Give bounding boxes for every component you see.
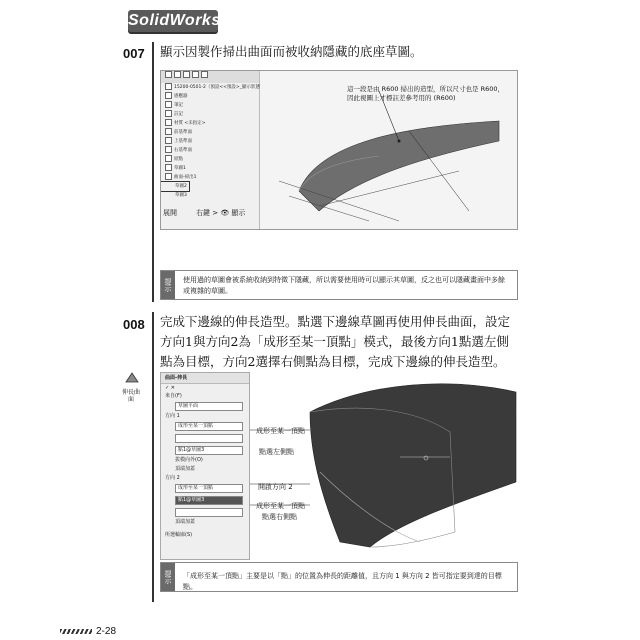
pm-title: 曲面-伸長: [161, 373, 249, 384]
label-show: 右鍵 > 👁 顯示: [196, 209, 246, 217]
tip-text: 「成形至某一頂點」主要是以「點」的位置為伸長的距離值，且方向 1 與方向 2 皆可指定要到達的目標點。: [183, 572, 502, 591]
solidworks-logo: SolidWorks: [128, 10, 218, 32]
footer-hatch: [60, 629, 92, 634]
property-manager: [160, 372, 250, 560]
tree-item[interactable]: 曲面-掃出1: [161, 173, 259, 182]
annotation-5: 點選右側點: [262, 513, 297, 521]
tree-item[interactable]: 右基準面: [161, 146, 259, 155]
tree-item[interactable]: 15200-0501-2（預設<<預設>_顯示狀態: [161, 83, 259, 92]
pm-dir2-target[interactable]: 點1@草圖3: [175, 496, 243, 505]
tip-box-1: [160, 270, 518, 300]
pm-from-select[interactable]: 草圖平面: [175, 402, 243, 411]
pm-dir2-label[interactable]: 方向 2: [165, 475, 180, 481]
step-divider: [152, 312, 154, 602]
pm-ok-cancel[interactable]: ✓ ✕: [165, 385, 175, 391]
pm-dir1-select[interactable]: 成形至某一頂點: [175, 422, 243, 431]
tree-item[interactable]: 草圖3: [175, 193, 187, 198]
pm-from-label: 來自(F): [165, 393, 182, 399]
feature-tree: [161, 71, 260, 229]
pm-cap-option[interactable]: 頂端加蓋: [175, 466, 196, 472]
label-expand: 展開: [163, 209, 177, 217]
tree-toolbar: [161, 71, 259, 83]
extrude-surface-label: 伸長曲面: [121, 389, 140, 403]
step1-screenshot: [160, 70, 518, 230]
pm-selected-contours[interactable]: 所選輪廓(S): [165, 532, 193, 538]
pm-dir2-draft[interactable]: [175, 508, 243, 517]
pm-dir1-vector[interactable]: [175, 434, 243, 443]
tip-text: 使用過的草圖會被系統收納到特徵下隱藏，所以需要使用時可以顯示其草圖，反之也可以隱藏畫面中多餘或複雜的草圖。: [183, 276, 505, 295]
tree-item[interactable]: 材質 <未指定>: [161, 119, 259, 128]
extrude-surface-icon: [120, 370, 142, 403]
tree-item[interactable]: 草圖1: [161, 164, 259, 173]
step-number-007: 007: [123, 46, 145, 61]
step2-text: 完成下邊線的伸長造型。點選下邊線草圖再使用伸長曲面，設定方向1與方向2為「成形至某一頂點」模式，最後方向1點選左側點為目標，方向2選擇右側點為目標，完成下邊線的伸長造型。: [160, 314, 511, 369]
annotation-2: 點選左側點: [259, 448, 294, 456]
pm-cap2-option[interactable]: 頂端加蓋: [175, 519, 196, 525]
tree-item[interactable]: 草圖2: [161, 182, 189, 191]
pm-dir1-label: 方向 1: [165, 413, 180, 419]
tree-item[interactable]: 感應器: [161, 92, 259, 101]
page-number: 2-28: [96, 626, 117, 637]
tip-box-2: [160, 562, 518, 592]
page-footer: [60, 626, 116, 637]
extrude-surface-view: [250, 372, 518, 562]
step1-callout: 這一段是由 R600 掃出的造型，所以尺寸也是 R600，因此視圖上才標註差參考用的 (R600): [347, 85, 505, 102]
tree-item[interactable]: 原點: [161, 155, 259, 164]
annotation-4: 成形至某一頂點: [256, 502, 305, 510]
pm-dir2-select[interactable]: 成形至某一頂點: [175, 484, 243, 493]
tree-item[interactable]: 前基準面: [161, 128, 259, 137]
tree-item[interactable]: 註記: [161, 110, 259, 119]
annotation-3: 開啟方向 2: [258, 483, 293, 491]
tip-tag: 提示: [161, 271, 175, 299]
step-divider: [152, 42, 154, 302]
pm-draft-option[interactable]: 拔模向外(O): [175, 457, 203, 463]
step-number-008: 008: [123, 317, 145, 332]
tree-item[interactable]: 上基準面: [161, 137, 259, 146]
tip-tag: 提示: [161, 563, 175, 591]
pm-dir1-target[interactable]: 點1@草圖3: [175, 446, 243, 455]
step1-text: 顯示因製作掃出曲面而被收納隱藏的底座草圖。: [160, 44, 423, 59]
annotation-1: 成形至某一頂點: [256, 427, 305, 435]
tree-item[interactable]: 筆記: [161, 101, 259, 110]
